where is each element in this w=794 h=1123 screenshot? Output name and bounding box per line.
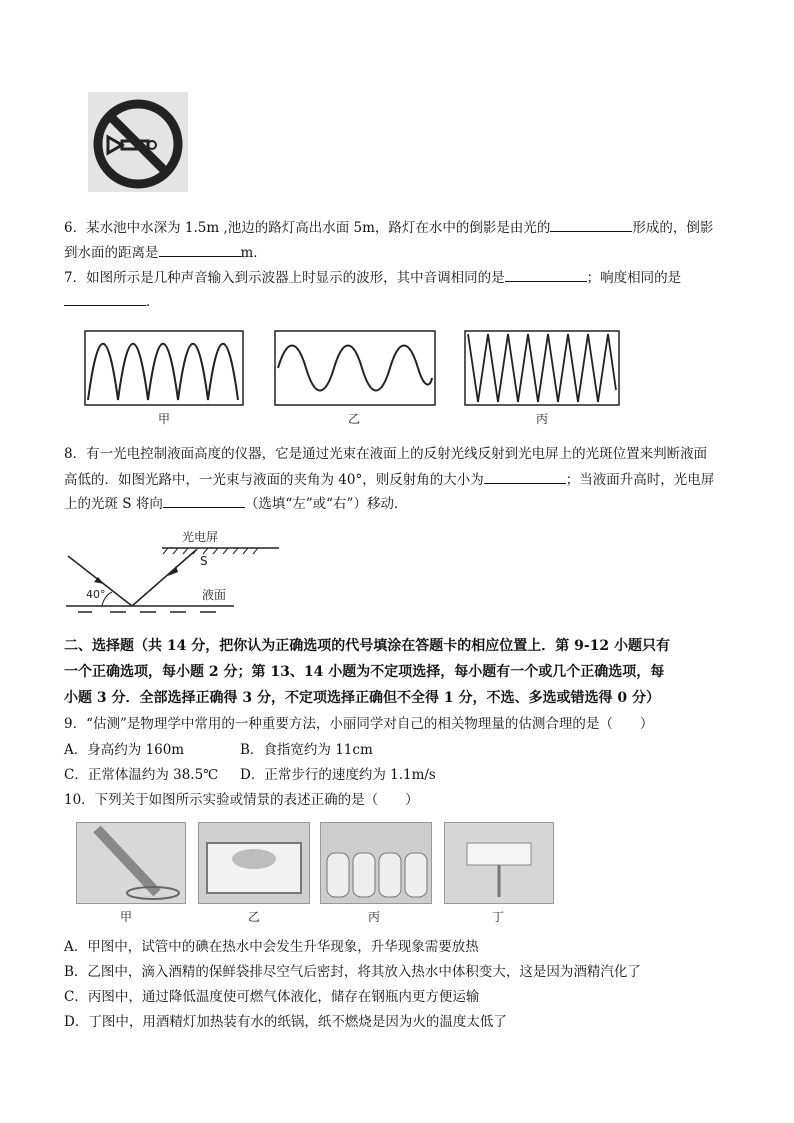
no-horn-icon xyxy=(88,92,188,192)
section2-line1: 二、选择题（共 14 分，把你认为正确选项的代号填涂在答题卡的相应位置上．第 9-12 小题只有 xyxy=(64,638,671,654)
photo-ding xyxy=(444,822,554,904)
section2-line2: 一个正确选项，每小题 2 分；第 13、14 小题为不定项选择，每小题有一个或几个正确选项，每 xyxy=(64,664,665,680)
waveform-yi-label: 乙 xyxy=(348,412,361,426)
q9-option-a[interactable]: A．身高约为 160m xyxy=(64,742,185,758)
q7-blank-1[interactable] xyxy=(505,267,587,282)
q10-option-c[interactable]: C．丙图中，通过降低温度使可燃气体液化，储存在钢瓶内更方便运输 xyxy=(64,989,480,1005)
q6-line2: 到水面的距离是 m． xyxy=(64,242,267,262)
photo-jia-label: 甲 xyxy=(120,910,133,924)
q9-option-c[interactable]: C．正常体温约为 38.5℃ xyxy=(64,767,219,783)
waveform-yi xyxy=(274,330,436,410)
q6-blank-2[interactable] xyxy=(159,242,241,257)
section2-line3: 小题 3 分．全部选择正确得 3 分，不定项选择正确但不全得 1 分，不选、多选或错选得 0 分） xyxy=(64,690,660,706)
q9-options-row2 xyxy=(64,766,436,784)
q10-option-d[interactable]: D．丁图中，用酒精灯加热装有水的纸锅，纸不燃烧是因为火的温度太低了 xyxy=(64,1014,507,1030)
q9-option-d[interactable]: D．正常步行的速度约为 1.1m/s xyxy=(240,767,436,783)
light-reflection-diagram xyxy=(64,528,284,620)
q6-blank-1[interactable] xyxy=(550,217,632,232)
q10-option-b[interactable]: B．乙图中，滴入酒精的保鲜袋排尽空气后密封，将其放入热水中体积变大，这是因为酒精汽化了 xyxy=(64,964,641,980)
screen-label: 光电屏 xyxy=(182,530,219,544)
waveform-bing xyxy=(464,330,620,410)
waveform-bing-label: 丙 xyxy=(536,412,549,426)
q10-stem: 10．下列关于如图所示实验或情景的表述正确的是（ ） xyxy=(64,792,419,808)
q9-stem: 9．“估测”是物理学中常用的一种重要方法，小丽同学对自己的相关物理量的估测合理的是（ ） xyxy=(64,716,654,732)
q6-line1: 6．某水池中水深为 1.5m ,池边的路灯高出水面 5m，路灯在水中的倒影是由光的 形成的，倒影 xyxy=(64,217,713,237)
q9-options-row1 xyxy=(64,741,373,759)
spot-label: S xyxy=(200,554,208,568)
photo-ding-label: 丁 xyxy=(492,910,505,924)
q8-line3: 上的光斑 S 将向 （选填“左”或“右”）移动． xyxy=(64,493,407,513)
q7-line2: ． xyxy=(64,291,160,311)
q9-option-b[interactable]: B．食指宽约为 11cm xyxy=(240,742,373,758)
q8-blank-2[interactable] xyxy=(163,493,245,508)
surface-label: 液面 xyxy=(202,588,227,602)
photo-bing xyxy=(320,822,432,904)
angle-label: 40° xyxy=(86,588,106,601)
q8-line1: 8．有一光电控制液面高度的仪器，它是通过光束在液面上的反射光线反射到光电屏上的光斑位置来判断液面 xyxy=(64,446,708,462)
no-horn-sign-image xyxy=(88,92,188,192)
waveform-jia-label: 甲 xyxy=(158,412,171,426)
waveform-jia xyxy=(84,330,244,410)
q7-line1: 7．如图所示是几种声音输入到示波器上时显示的波形，其中音调相同的是 ；响度相同的是 xyxy=(64,267,681,287)
q8-line2: 高低的．如图光路中，一光束与液面的夹角为 40°，则反射角的大小为 ；当液面升高时，光电屏 xyxy=(64,469,714,489)
q8-blank-1[interactable] xyxy=(484,469,566,484)
photo-yi-label: 乙 xyxy=(248,910,261,924)
q10-option-a[interactable]: A．甲图中，试管中的碘在热水中会发生升华现象，升华现象需要放热 xyxy=(64,939,479,955)
photo-bing-label: 丙 xyxy=(368,910,381,924)
photo-jia xyxy=(76,822,186,904)
reflected-ray xyxy=(132,550,196,606)
q7-blank-2[interactable] xyxy=(64,291,146,306)
photo-yi xyxy=(198,822,310,904)
